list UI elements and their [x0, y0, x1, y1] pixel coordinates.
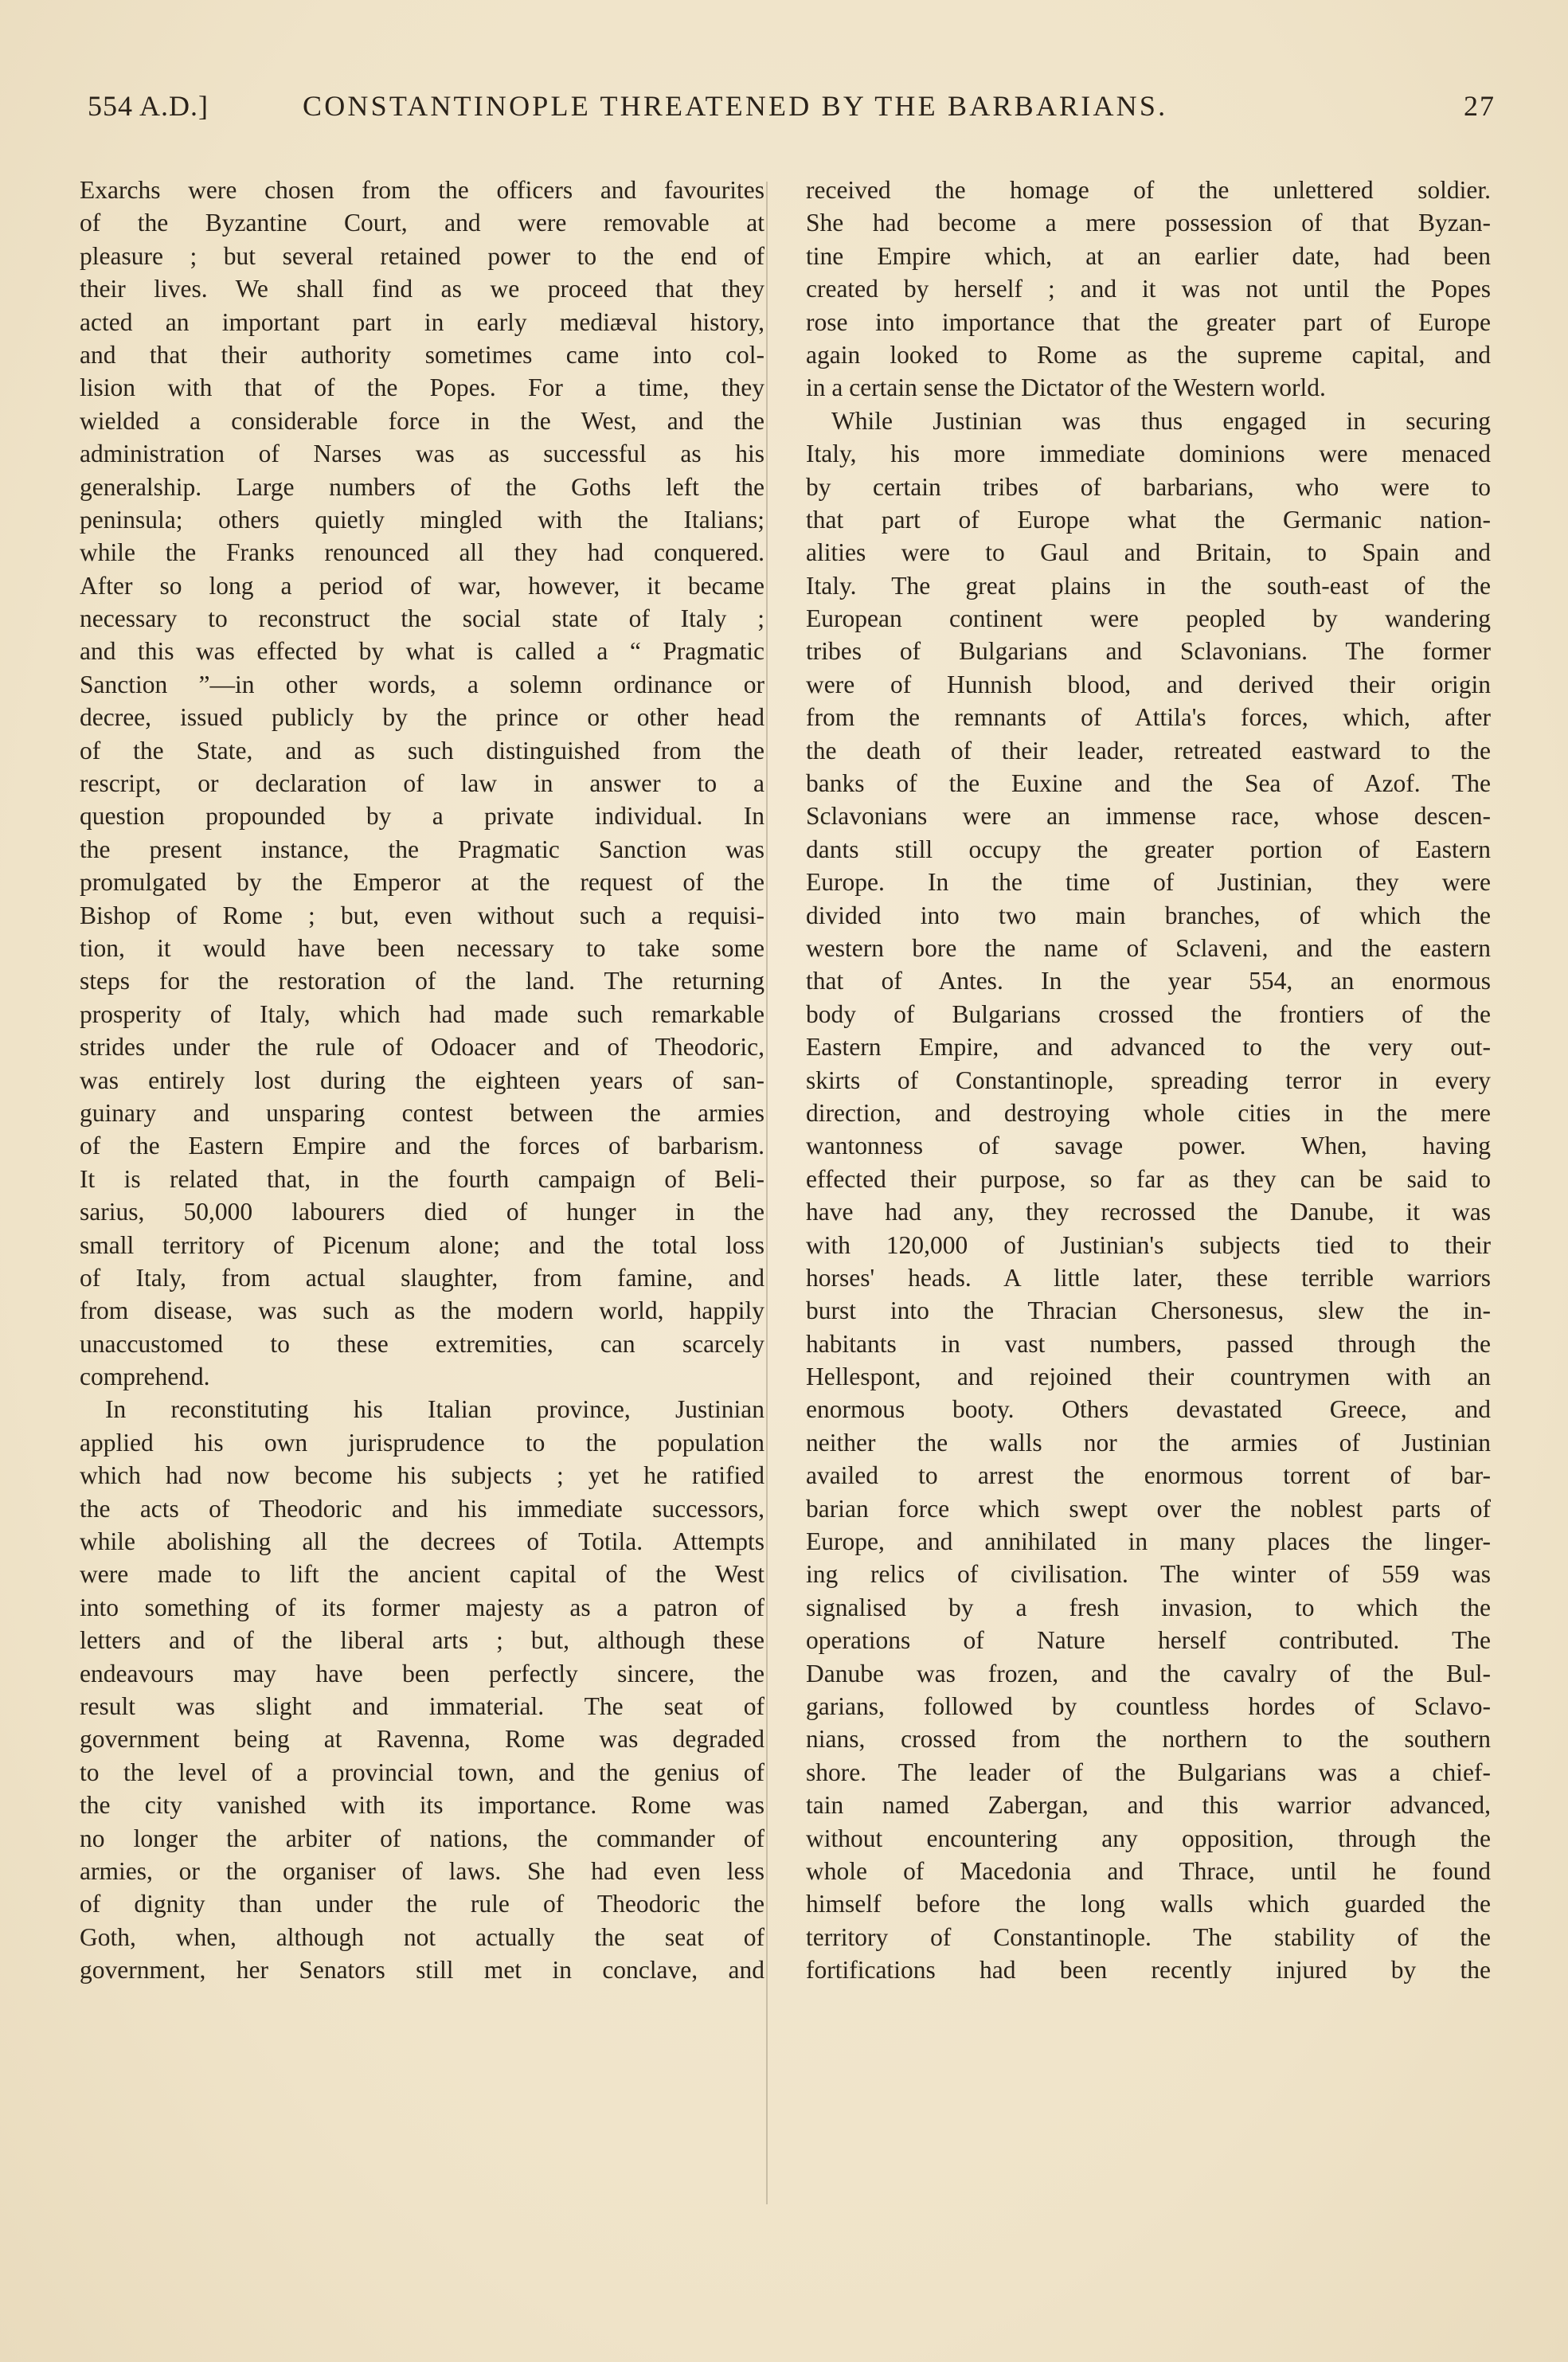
text-line: wantonness of savage power. When, having — [806, 1132, 1491, 1160]
text-line: of Italy, from actual slaughter, from famine, and — [80, 1263, 764, 1292]
text-line: garians, followed by countless hordes of Sclavo- — [806, 1691, 1491, 1720]
text-line: have had any, they recrossed the Danube, it was — [806, 1198, 1491, 1226]
text-line: dants still occupy the greater portion of Eastern — [806, 835, 1491, 863]
text-line: Europe, and annihilated in many places the linger- — [806, 1527, 1491, 1556]
text-line: direction, and destroying whole cities in the mere — [806, 1098, 1491, 1127]
text-line: nians, crossed from the northern to the southern — [806, 1725, 1491, 1754]
text-line: with 120,000 of Justinian's subjects tied to their — [806, 1230, 1491, 1259]
text-line: Sanction ”—in other words, a solemn ordinance or — [80, 670, 764, 698]
text-line: western bore the name of Sclaveni, and the eastern — [806, 933, 1491, 962]
text-line: alities were to Gaul and Britain, to Spain and — [806, 538, 1491, 567]
page-number: 27 — [1464, 90, 1496, 122]
text-line: endeavours may have been perfectly sincere, the — [80, 1659, 764, 1687]
text-line: fortifications had been recently injured by the — [806, 1956, 1491, 1985]
text-line: guinary and unsparing contest between the armies — [80, 1098, 764, 1127]
text-line: shore. The leader of the Bulgarians was a chief- — [806, 1758, 1491, 1786]
text-line: was entirely lost during the eighteen years of san- — [80, 1066, 764, 1094]
text-line: skirts of Constantinople, spreading terror in every — [806, 1066, 1491, 1094]
text-line: in a certain sense the Dictator of the Western world. — [806, 373, 1326, 402]
text-line: availed to arrest the enormous torrent of bar- — [806, 1461, 1491, 1490]
text-line: rose into importance that the greater part of Europe — [806, 307, 1491, 336]
text-line: habitants in vast numbers, passed through the — [806, 1329, 1491, 1358]
text-line: were of Hunnish blood, and derived their origin — [806, 670, 1491, 698]
text-line: whole of Macedonia and Thrace, until he found — [806, 1856, 1491, 1885]
text-line: of the Byzantine Court, and were removable at — [80, 209, 764, 237]
text-line: tion, it would have been necessary to take some — [80, 933, 764, 962]
text-line: wielded a considerable force in the West, and the — [80, 406, 764, 435]
text-line: to the level of a provincial town, and the genius of — [80, 1758, 764, 1786]
text-line: neither the walls nor the armies of Justinian — [806, 1428, 1491, 1457]
text-line: acted an important part in early mediæval history, — [80, 307, 764, 336]
text-line: and that their authority sometimes came into col- — [80, 340, 764, 369]
text-line: territory of Constantinople. The stability of the — [806, 1922, 1491, 1951]
text-line: Bishop of Rome ; but, even without such a requisi- — [80, 901, 764, 929]
text-line: tine Empire which, at an earlier date, had been — [806, 241, 1491, 270]
text-line: peninsula; others quietly mingled with the Italians; — [80, 505, 764, 534]
text-line: without encountering any opposition, through the — [806, 1824, 1491, 1852]
text-line: While Justinian was thus engaged in securing — [831, 406, 1491, 435]
text-line: enormous booty. Others devastated Greece, and — [806, 1395, 1491, 1424]
text-line: while abolishing all the decrees of Totila. Attempts — [80, 1527, 764, 1556]
text-line: Danube was frozen, and the cavalry of the Bul- — [806, 1659, 1491, 1687]
text-line: pleasure ; but several retained power to the end of — [80, 241, 764, 270]
text-line: that part of Europe what the Germanic nation- — [806, 505, 1491, 534]
text-line: result was slight and immaterial. The seat of — [80, 1691, 764, 1720]
text-line: himself before the long walls which guarded the — [806, 1890, 1491, 1918]
text-line: unaccustomed to these extremities, can scarcely — [80, 1329, 764, 1358]
text-line: created by herself ; and it was not until the Popes — [806, 275, 1491, 303]
text-line: decree, issued publicly by the prince or other head — [80, 703, 764, 732]
text-line: promulgated by the Emperor at the request of the — [80, 868, 764, 897]
text-line: European continent were peopled by wandering — [806, 604, 1491, 633]
text-line: tain named Zabergan, and this warrior advanced, — [806, 1791, 1491, 1820]
text-line: lision with that of the Popes. For a time, they — [80, 373, 764, 402]
header-date: 554 A.D.] — [88, 90, 209, 122]
text-line: strides under the rule of Odoacer and of Theodoric, — [80, 1033, 764, 1062]
text-line: small territory of Picenum alone; and the total loss — [80, 1230, 764, 1259]
text-line: Italy. The great plains in the south-east of the — [806, 571, 1491, 600]
text-line: and this was effected by what is called a “ Pragmatic — [80, 637, 764, 666]
text-line: of the State, and as such distinguished from the — [80, 736, 764, 765]
text-line: Sclavonians were an immense race, whose descen- — [806, 802, 1491, 831]
running-header — [88, 89, 1496, 137]
text-line: Hellespont, and rejoined their countrymen with an — [806, 1363, 1491, 1391]
text-line: received the homage of the unlettered soldier. — [806, 176, 1491, 204]
text-line: that of Antes. In the year 554, an enormous — [806, 967, 1491, 995]
header-title: CONSTANTINOPLE THREATENED BY THE BARBARIANS. — [303, 90, 1168, 122]
text-line: comprehend. — [80, 1363, 210, 1391]
text-line: banks of the Euxine and the Sea of Azof. The — [806, 769, 1491, 798]
text-line: the death of their leader, retreated eastward to the — [806, 736, 1491, 765]
text-line: Goth, when, although not actually the seat of — [80, 1922, 764, 1951]
right-column — [806, 174, 1491, 1986]
text-line: while the Franks renounced all they had conquered. — [80, 538, 764, 567]
text-line: the acts of Theodoric and his immediate successors, — [80, 1494, 764, 1523]
text-line: armies, or the organiser of laws. She had even less — [80, 1856, 764, 1885]
text-line: generalship. Large numbers of the Goths left the — [80, 472, 764, 501]
text-line: of the Eastern Empire and the forces of barbarism. — [80, 1132, 764, 1160]
text-line: into something of its former majesty as a patron of — [80, 1593, 764, 1621]
text-line: Eastern Empire, and advanced to the very out- — [806, 1033, 1491, 1062]
text-line: operations of Nature herself contributed. The — [806, 1626, 1491, 1655]
left-column — [80, 174, 764, 1986]
text-line: from disease, was such as the modern world, happily — [80, 1296, 764, 1325]
text-line: no longer the arbiter of nations, the commander of — [80, 1824, 764, 1852]
text-line: again looked to Rome as the supreme capital, and — [806, 340, 1491, 369]
text-line: the city vanished with its importance. Rome was — [80, 1791, 764, 1820]
text-line: divided into two main branches, of which the — [806, 901, 1491, 929]
text-line: rescript, or declaration of law in answer to a — [80, 769, 764, 798]
text-line: ing relics of civilisation. The winter of 559 was — [806, 1560, 1491, 1589]
text-line: signalised by a fresh invasion, to which the — [806, 1593, 1491, 1621]
text-line: barian force which swept over the noblest parts of — [806, 1494, 1491, 1523]
column-divider — [766, 182, 768, 2204]
text-line: necessary to reconstruct the social state of Italy ; — [80, 604, 764, 633]
text-line: were made to lift the ancient capital of the West — [80, 1560, 764, 1589]
text-line: applied his own jurisprudence to the population — [80, 1428, 764, 1457]
text-line: It is related that, in the fourth campaign of Beli- — [80, 1164, 764, 1193]
text-line: steps for the restoration of the land. The returning — [80, 967, 764, 995]
text-line: question propounded by a private individual. In — [80, 802, 764, 831]
text-line: She had become a mere possession of that Byzan- — [806, 209, 1491, 237]
text-line: by certain tribes of barbarians, who were to — [806, 472, 1491, 501]
text-line: which had now become his subjects ; yet he ratified — [80, 1461, 764, 1490]
text-line: sarius, 50,000 labourers died of hunger in the — [80, 1198, 764, 1226]
text-line: Italy, his more immediate dominions were menaced — [806, 440, 1491, 468]
text-line: letters and of the liberal arts ; but, although these — [80, 1626, 764, 1655]
text-line: prosperity of Italy, which had made such remarkable — [80, 999, 764, 1028]
text-line: Exarchs were chosen from the officers and favourites — [80, 176, 764, 204]
text-line: Europe. In the time of Justinian, they were — [806, 868, 1491, 897]
text-line: body of Bulgarians crossed the frontiers of the — [806, 999, 1491, 1028]
text-line: burst into the Thracian Chersonesus, slew the in- — [806, 1296, 1491, 1325]
text-line: government being at Ravenna, Rome was degraded — [80, 1725, 764, 1754]
text-line: government, her Senators still met in conclave, and — [80, 1956, 764, 1985]
text-line: from the remnants of Attila's forces, which, after — [806, 703, 1491, 732]
text-line: administration of Narses was as successful as his — [80, 440, 764, 468]
text-line: the present instance, the Pragmatic Sanction was — [80, 835, 764, 863]
text-line: horses' heads. A little later, these terrible warriors — [806, 1263, 1491, 1292]
text-line: tribes of Bulgarians and Sclavonians. The former — [806, 637, 1491, 666]
text-line: their lives. We shall find as we proceed that they — [80, 275, 764, 303]
text-line: After so long a period of war, however, it became — [80, 571, 764, 600]
text-line: In reconstituting his Italian province, Justinian — [105, 1395, 764, 1424]
text-line: effected their purpose, so far as they can be said to — [806, 1164, 1491, 1193]
text-line: of dignity than under the rule of Theodoric the — [80, 1890, 764, 1918]
